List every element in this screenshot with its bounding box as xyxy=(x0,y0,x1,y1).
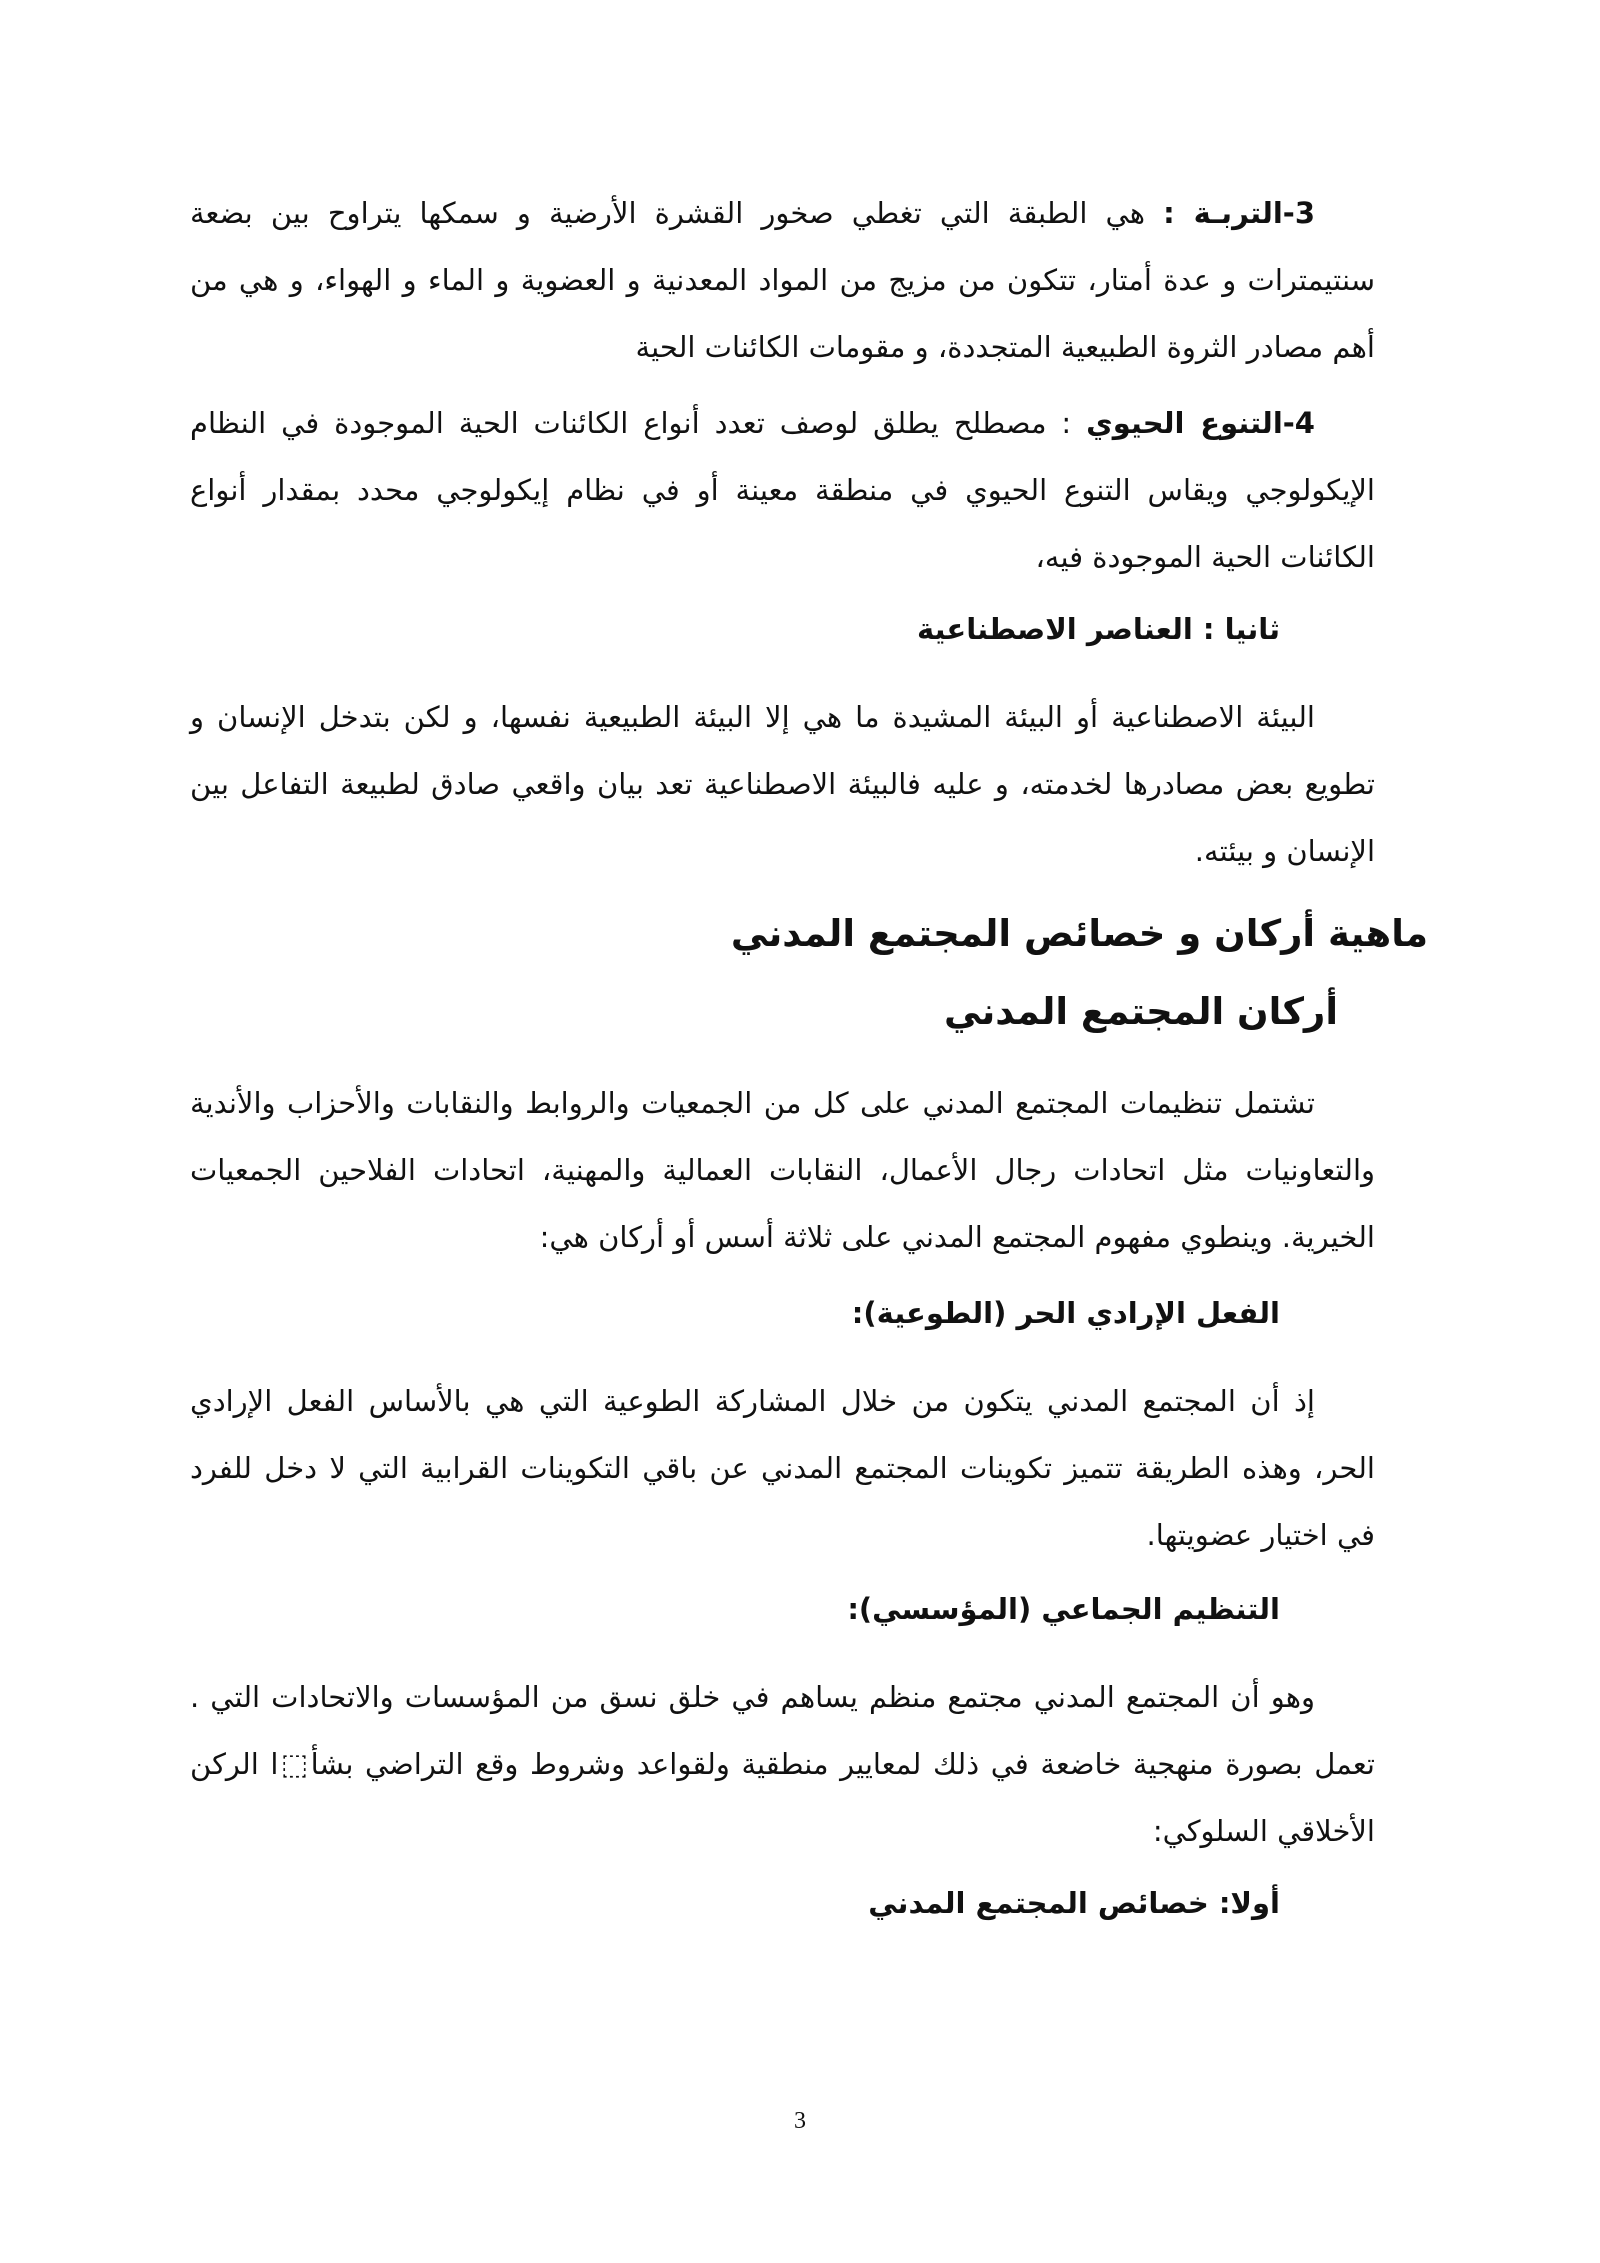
artificial-elements-heading: ثانيا : العناصر الاصطناعية xyxy=(916,612,1280,646)
voluntary-paragraph: إذ أن المجتمع المدني يتكون من خلال المشاركة الطوعية التي هي بالأساس الفعل الإرادي الحر، وهذه الطريقة تتميز تكوينات المجتمع المدني عن باقي التكوينات القرابية التي لا دخل للفرد في اختيار عضويتها. xyxy=(190,1384,1375,1552)
section-title: ماهية أركان و خصائص المجتمع المدني xyxy=(730,912,1428,955)
biodiversity-text: : مصطلح يطلق لوصف تعدد أنواع الكائنات الحية الموجودة في النظام الإيكولوجي ويقاس التنوع الحيوي في منطقة معينة أو في نظام إيكولوجي محدد بمقدار أنواع الكائنات الحية الموجودة فيه، xyxy=(190,406,1375,574)
soil-term: 3-التربـة : xyxy=(1163,196,1315,230)
pillars-title: أركان المجتمع المدني xyxy=(943,990,1338,1033)
voluntary-heading: الفعل الإرادي الحر (الطوعية): xyxy=(851,1296,1280,1330)
soil-text: هي الطبقة التي تغطي صخور القشرة الأرضية و سمكها يتراوح بين بضعة سنتيمترات و عدة أمتار، تتكون من مزيج من المواد المعدنية و العضوية و الماء و الهواء، و هي من أهم مصادر الثروة الطبيعية المتجددة، و مقومات الكائنات الحية xyxy=(190,196,1375,364)
organization-heading: التنظيم الجماعي (المؤسسي): xyxy=(847,1592,1280,1626)
characteristics-heading: أولا: خصائص المجتمع المدني xyxy=(868,1886,1280,1920)
page-number: 3 xyxy=(794,2108,806,2134)
pillars-paragraph: تشتمل تنظيمات المجتمع المدني على كل من الجمعيات والروابط والنقابات والأحزاب والأندية والتعاونيات مثل اتحادات رجال الأعمال، النقابات العمالية والمهنية، اتحادات الفلاحين الجمعيات الخيرية. وينطوي مفهوم المجتمع المدني على ثلاثة أسس أو أركان هي: xyxy=(190,1086,1375,1254)
organization-paragraph: وهو أن المجتمع المدني مجتمع منظم يساهم في خلق نسق من المؤسسات والاتحادات التي . تعمل بصورة منهجية خاضعة في ذلك لمعايير منطقية ولقواعد وشروط وقع التراضي بشأ⬚ا الركن الأخلاقي السلوكي: xyxy=(190,1680,1375,1848)
biodiversity-term: 4-التنوع الحيوي xyxy=(1086,406,1315,440)
biodiversity-paragraph xyxy=(190,390,1375,591)
artificial-paragraph: البيئة الاصطناعية أو البيئة المشيدة ما هي إلا البيئة الطبيعية نفسها، و لكن بتدخل الإنسان و تطويع بعض مصادرها لخدمته، و عليه فالبيئة الاصطناعية تعد بيان واقعي صادق لطبيعة التفاعل بين الإنسان و بيئته. xyxy=(190,700,1375,868)
soil-paragraph xyxy=(190,180,1375,381)
